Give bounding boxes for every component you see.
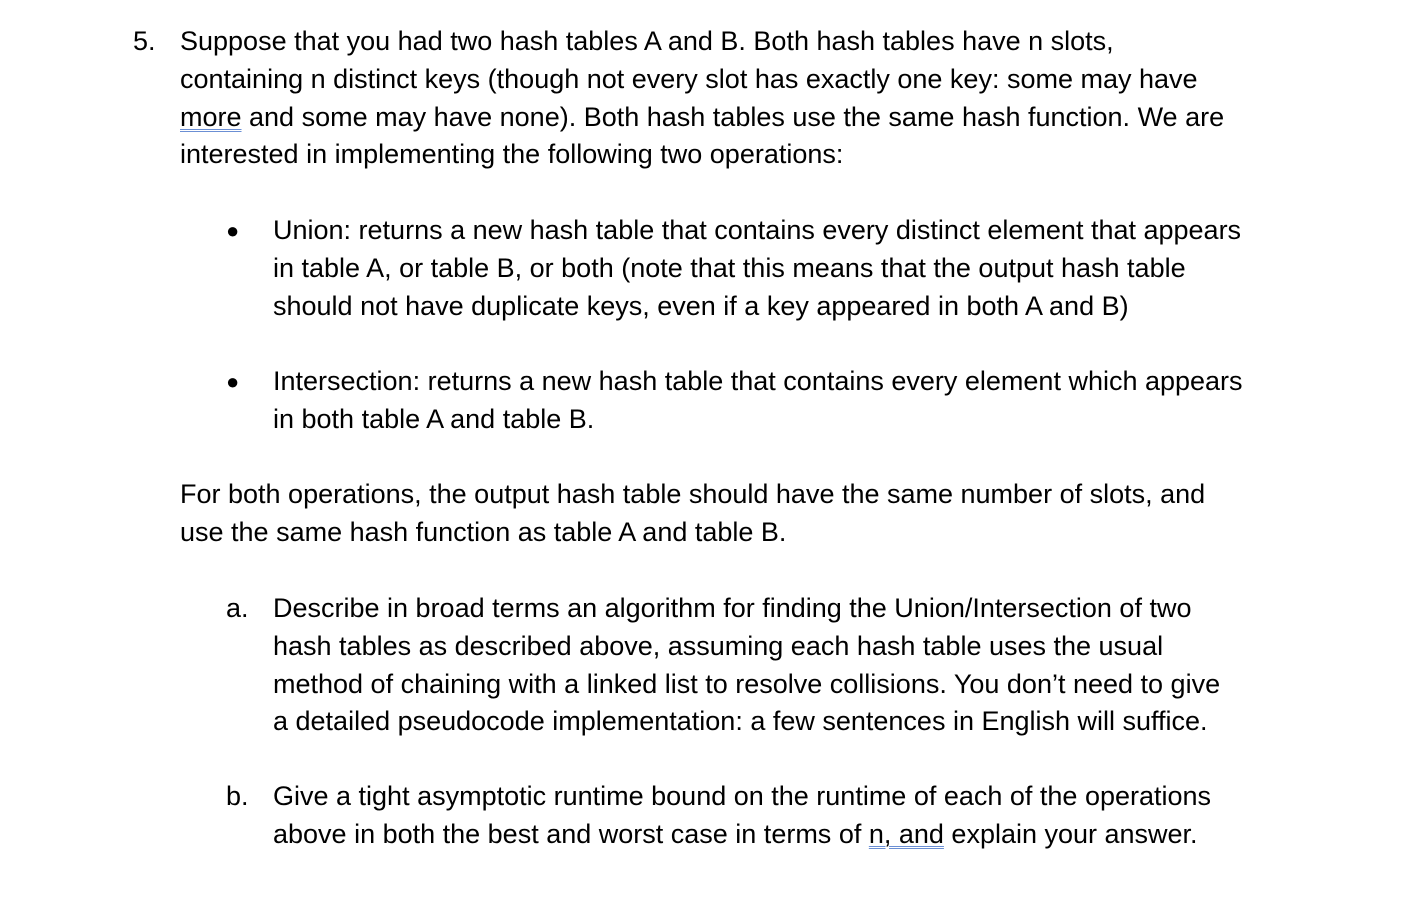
part-line-end: explain your answer. <box>943 818 1198 849</box>
intro-line: Suppose that you had two hash tables A and B. Both hash tables have n slots, <box>180 26 1114 56</box>
grammar-flagged-word[interactable]: more <box>180 101 242 132</box>
part-a <box>273 590 1220 741</box>
question-number: 5. <box>133 26 156 56</box>
constraint-line: use the same hash function as table A and table B. <box>180 516 787 547</box>
intro-line: containing n distinct keys (though not every slot has exactly one key: some may have <box>180 63 1198 94</box>
intro-line-rest: and some may have none). Both hash tables use the same hash function. We are <box>241 101 1225 132</box>
bullet-intersection <box>273 363 1243 439</box>
bullet-line: Intersection: returns a new hash table that contains every element which appears <box>273 366 1243 396</box>
part-label: b. <box>226 781 249 811</box>
bullet-union <box>273 212 1241 325</box>
part-line: method of chaining with a linked list to resolve collisions. You don’t need to give <box>273 668 1221 699</box>
constraint-line: For both operations, the output hash table should have the same number of slots, and <box>180 479 1206 509</box>
part-b <box>273 778 1211 854</box>
part-line: a detailed pseudocode implementation: a few sentences in English will suffice. <box>273 706 1208 737</box>
part-line-start: above in both the best and worst case in terms of <box>273 818 869 849</box>
part-line: Describe in broad terms an algorithm for finding the Union/Intersection of two <box>273 593 1192 623</box>
question-intro <box>180 23 1224 174</box>
part-line: hash tables as described above, assuming each hash table uses the usual <box>273 630 1164 661</box>
bullet-line: in both table A and table B. <box>273 403 595 434</box>
part-line: Give a tight asymptotic runtime bound on the runtime of each of the operations <box>273 781 1212 811</box>
bullet-icon: ● <box>226 218 240 243</box>
grammar-flagged-phrase[interactable]: n, and <box>868 818 944 849</box>
constraint-paragraph <box>180 476 1205 552</box>
bullet-line: should not have duplicate keys, even if a key appeared in both A and B) <box>273 290 1129 321</box>
part-label: a. <box>226 593 249 623</box>
intro-line: interested in implementing the following two operations: <box>180 139 844 170</box>
bullet-line: in table A, or table B, or both (note that this means that the output hash table <box>273 252 1186 283</box>
intro-line <box>180 99 1224 137</box>
bullet-line: Union: returns a new hash table that contains every distinct element that appears <box>273 215 1242 245</box>
part-line <box>273 816 1211 854</box>
bullet-icon: ● <box>226 369 240 394</box>
